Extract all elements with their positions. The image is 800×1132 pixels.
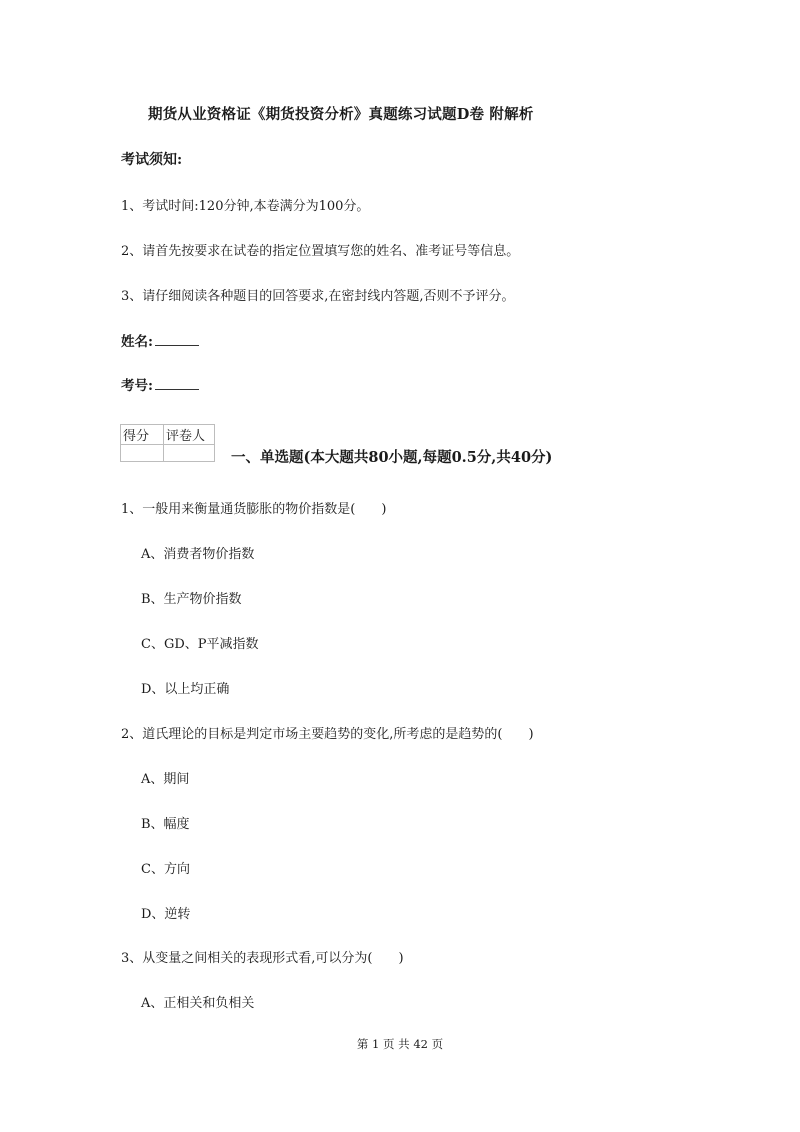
question-option: A、消费者物价指数 — [141, 547, 255, 562]
notice-heading: 考试须知: — [121, 152, 183, 168]
question-stem: 1、一般用来衡量通货膨胀的物价指数是( ) — [121, 502, 387, 517]
score-header: 得分 — [121, 425, 164, 445]
page-footer: 第 1 页 共 42 页 — [356, 1037, 444, 1051]
id-label: 考号: — [121, 378, 153, 394]
name-blank[interactable] — [155, 333, 199, 346]
id-field-row — [121, 374, 199, 394]
question-option: A、正相关和负相关 — [141, 996, 255, 1011]
grader-header: 评卷人 — [164, 425, 215, 445]
score-cell[interactable] — [121, 445, 164, 462]
grader-cell[interactable] — [164, 445, 215, 462]
question-option: C、方向 — [141, 862, 190, 877]
id-blank[interactable] — [155, 377, 199, 390]
score-table — [120, 424, 215, 462]
question-stem: 3、从变量之间相关的表现形式看,可以分为( ) — [121, 951, 404, 966]
question-stem: 2、道氏理论的目标是判定市场主要趋势的变化,所考虑的是趋势的( ) — [121, 727, 534, 742]
notice-item: 2、请首先按要求在试卷的指定位置填写您的姓名、准考证号等信息。 — [121, 244, 520, 259]
name-label: 姓名: — [121, 334, 153, 350]
question-option: A、期间 — [141, 772, 190, 787]
document-title: 期货从业资格证《期货投资分析》真题练习试题D卷 附解析 — [148, 106, 534, 123]
question-option: C、GD、P平减指数 — [141, 637, 259, 652]
question-option: B、幅度 — [141, 817, 190, 832]
name-field-row — [121, 330, 199, 350]
question-option: B、生产物价指数 — [141, 592, 242, 607]
notice-item: 3、请仔细阅读各种题目的回答要求,在密封线内答题,否则不予评分。 — [121, 289, 515, 304]
question-option: D、以上均正确 — [141, 682, 230, 697]
section-title: 一、单选题(本大题共80小题,每题0.5分,共40分) — [231, 449, 553, 466]
question-option: D、逆转 — [141, 907, 191, 922]
notice-item: 1、考试时间:120分钟,本卷满分为100分。 — [121, 199, 370, 214]
